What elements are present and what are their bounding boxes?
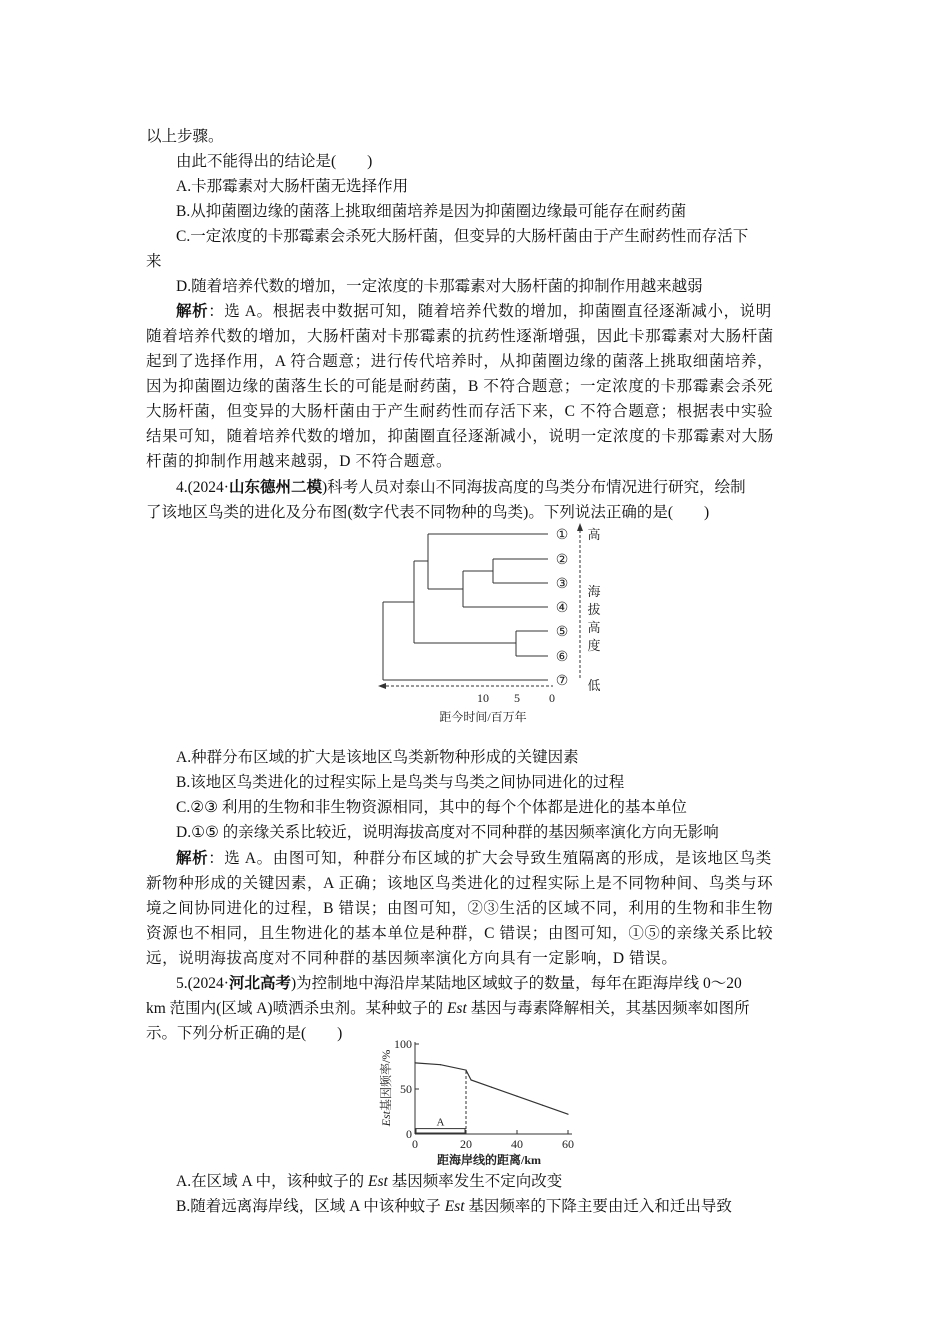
altitude-label-char: 高 (587, 620, 601, 635)
data-point (465, 1070, 466, 1071)
phylogenetic-tree-figure (368, 520, 628, 730)
altitude-high-label: 高 (587, 527, 601, 542)
data-point (414, 1062, 415, 1063)
q3-analysis-line: 因为抑菌圈边缘的菌落生长的可能是耐药菌，B 不符合题意；一定浓度的卡那霉素会杀死 (146, 378, 774, 395)
time-tick: 0 (549, 691, 555, 705)
q5-stem-cont: 示。下列分析正确的是( ) (146, 1025, 343, 1042)
data-point (440, 1064, 441, 1065)
altitude-label-char: 拔 (587, 602, 601, 617)
q4-option-a: A.种群分布区域的扩大是该地区鸟类新物种形成的关键因素 (176, 749, 579, 766)
x-tick-label: 20 (460, 1137, 472, 1151)
q3-tail: 以上步骤。 (146, 128, 224, 145)
q3-analysis-line: 起到了选择作用，A 符合题意；进行传代培养时，从抑菌圈边缘的菌落上挑取细菌培养， (146, 353, 774, 370)
species-label: ③ (555, 577, 569, 592)
q4-option-c: C.②③ 利用的生物和非生物资源相同，其中的每个个体都是进化的基本单位 (176, 799, 687, 816)
q5-stem-cont: km 范围内(区域 A)喷洒杀虫剂。某种蚊子的 Est 基因与毒素降解相关，其基因频率如图所 (146, 1000, 750, 1017)
altitude-low-label: 低 (587, 678, 601, 693)
q3-option-b: B.从抑菌圈边缘的菌落上挑取细菌培养是因为抑菌圈边缘最可能存在耐药菌 (176, 203, 687, 220)
time-tick: 10 (477, 691, 489, 705)
species-labels (556, 528, 569, 689)
chart-x-axis-label: 距海岸线的距离/km (436, 1153, 542, 1167)
altitude-labels (587, 527, 600, 693)
data-point (471, 1079, 472, 1080)
arrow-left-icon (378, 683, 386, 689)
q4-option-d: D.①⑤ 的亲缘关系比较近，说明海拔高度对不同种群的基因频率演化方向无影响 (176, 824, 719, 841)
est-frequency-chart (365, 1040, 595, 1170)
q4-stem: 4.(2024·山东德州二模)科考人员对泰山不同海拔高度的鸟类分布情况进行研究，绘制 (176, 479, 746, 496)
altitude-label-char: 度 (587, 638, 601, 653)
q3-option-d: D.随着培养代数的增加，一定浓度的卡那霉素对大肠杆菌的抑制作用越来越弱 (176, 278, 703, 295)
x-tick-label: 40 (511, 1137, 523, 1151)
gene-name: Est (446, 1000, 467, 1017)
q4-analysis-line: 解析：选 A。由图可知，种群分布区域的扩大会导致生殖隔离的形成，是该地区鸟类 (176, 850, 772, 867)
altitude-label-char: 海 (587, 584, 601, 599)
est-frequency-line (415, 1063, 568, 1114)
y-tick-label: 0 (406, 1127, 412, 1141)
q3-option-c-cont: 来 (146, 253, 162, 270)
time-axis-ticks (477, 691, 555, 705)
q3-analysis-line: 大肠杆菌，但变异的大肠杆菌由于产生耐药性而存活下来，C 不符合题意；根据表中实验 (146, 403, 774, 420)
q4-source: 山东德州二模 (228, 479, 322, 496)
q4-analysis-line: 境之间协同进化的过程，B 错误；由图可知，②③生活的区域不同，利用的生物和非生物 (146, 900, 774, 917)
gene-name: Est (368, 1173, 388, 1190)
chart-y-axis-label: Est基因频率/% (379, 1049, 393, 1127)
q4-analysis-line: 资源也不相同，且生物进化的基本单位是种群，C 错误；由图可知，①⑤的亲缘关系比较 (146, 925, 774, 942)
x-tick-label: 60 (562, 1137, 574, 1151)
region-a-box (416, 1129, 465, 1133)
data-point (567, 1114, 568, 1115)
data-point (516, 1096, 517, 1097)
species-label: ⑤ (555, 625, 569, 640)
region-a-label: A (436, 1116, 445, 1129)
q3-option-c: C.一定浓度的卡那霉素会杀死大肠杆菌，但变异的大肠杆菌由于产生耐药性而存活下 (176, 228, 749, 245)
tree-branches (383, 530, 580, 686)
y-tick-label: 100 (394, 1040, 412, 1051)
arrow-up-icon (577, 523, 583, 531)
gene-name: Est (444, 1198, 465, 1215)
q4-analysis-line: 远，说明海拔高度对不同种群的基因频率演化方向具有一定影响，D 错误。 (146, 950, 678, 967)
analysis-label: 解析 (176, 303, 209, 320)
q5-source: 河北高考 (228, 975, 291, 992)
q3-analysis-line: 随着培养代数的增加，大肠杆菌对卡那霉素的抗药性逐渐增强，因此卡那霉素对大肠杆菌 (146, 328, 774, 345)
q4-option-b: B.该地区鸟类进化的过程实际上是鸟类与鸟类之间协同进化的过程 (176, 774, 625, 791)
q4-stem-cont: 了该地区鸟类的进化及分布图(数字代表不同物种的鸟类)。下列说法正确的是( ) (146, 504, 710, 521)
species-label: ⑥ (555, 650, 569, 665)
x-tick-label: 0 (412, 1137, 418, 1151)
data-point (542, 1105, 543, 1106)
data-point (491, 1087, 492, 1088)
analysis-label: 解析 (176, 850, 209, 867)
q3-analysis-line: 结果可知，随着培养代数的增加，抑菌圈直径逐渐减小，说明一定浓度的卡那霉素对大肠 (146, 428, 774, 445)
q3-analysis-line: 杆菌的抑制作用越来越弱，D 不符合题意。 (146, 453, 453, 470)
q3-stem: 由此不能得出的结论是( ) (176, 153, 373, 170)
species-label: ④ (555, 601, 569, 616)
q3-analysis-line: 解析：选 A。根据表中数据可知，随着培养代数的增加，抑菌圈直径逐渐减小，说明 (176, 303, 772, 320)
time-axis-label: 距今时间/百万年 (439, 710, 527, 724)
y-tick-label: 50 (400, 1082, 412, 1096)
q5-stem: 5.(2024·河北高考)为控制地中海沿岸某陆地区域蚊子的数量，每年在距海岸线 0～20 (176, 975, 742, 992)
species-label: ② (555, 553, 569, 568)
q5-option-b: B.随着远离海岸线，区域 A 中该种蚊子 Est 基因频率的下降主要由迁入和迁出导致 (176, 1198, 732, 1215)
species-label: ⑦ (555, 674, 569, 689)
species-label: ① (555, 528, 569, 543)
q3-option-a: A.卡那霉素对大肠杆菌无选择作用 (176, 178, 409, 195)
q4-analysis-line: 新物种形成的关键因素，A 正确；该地区鸟类进化的过程实际上是不同物种间、鸟类与环 (146, 875, 774, 892)
q5-option-a: A.在区域 A 中，该种蚊子的 Est 基因频率发生不定向改变 (176, 1173, 563, 1190)
time-tick: 5 (514, 691, 520, 705)
